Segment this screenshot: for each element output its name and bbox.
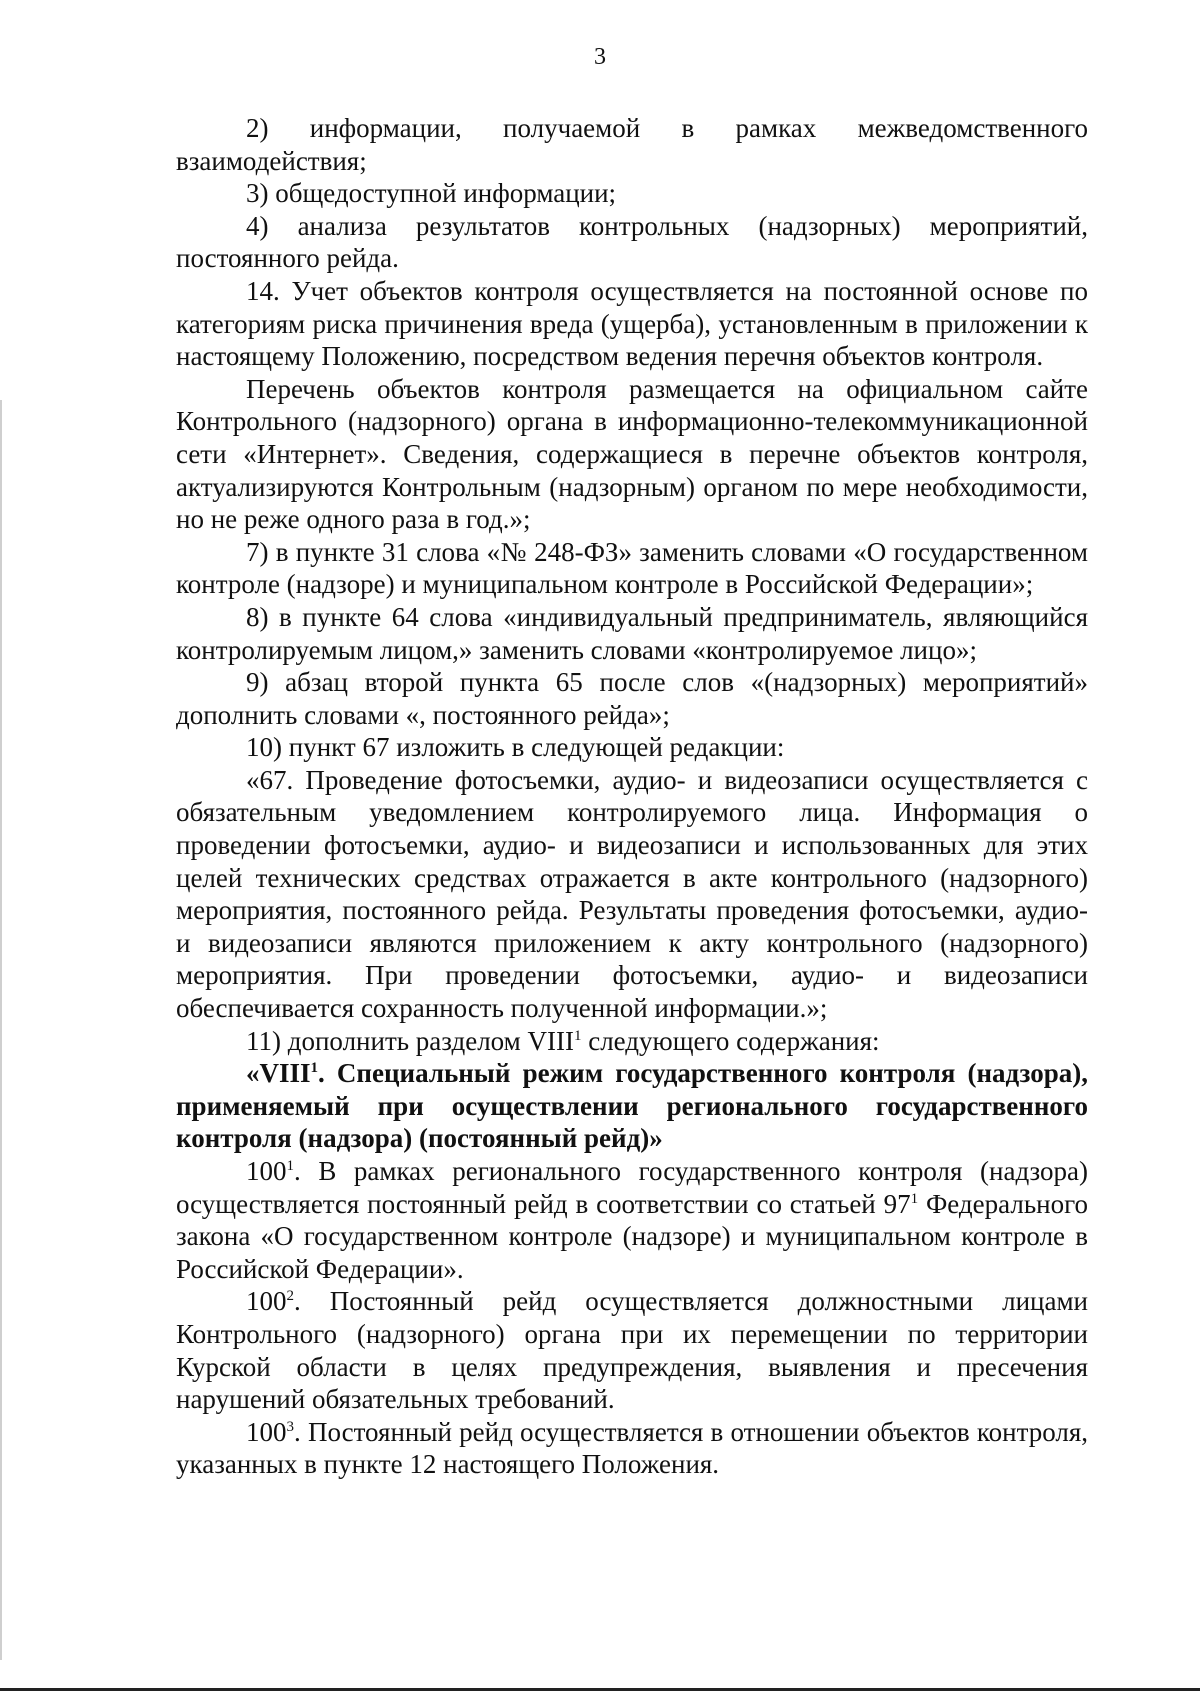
- paragraph-item-2: 2) информации, получаемой в рамках межведомственного взаимодействия;: [176, 113, 1088, 176]
- paragraph-item-4: 4) анализа результатов контрольных (надзорных) мероприятий, постоянного рейда.: [176, 210, 1088, 274]
- section-heading: «VIII$^1$. Специальный режим государственного контроля (надзора), применяемый при осуществлении регионального государственного контроля (надзора) (постоянный рейд)»: [176, 1058, 1088, 1154]
- page-bottom-rule: [0, 1688, 1200, 1691]
- paragraph-list-publication: Перечень объектов контроля размещается на официальном сайте Контрольного (надзорного) органа в информационно-телекоммуникационной сети «Интернет». Сведения, содержащиеся в перечне объектов контроля, актуализируются Контрольным (надзорным) органом по мере необходимости, но не реже одного раза в год.»;: [176, 373, 1088, 535]
- scan-edge-line: [0, 400, 2, 1660]
- page-number: 3: [594, 44, 606, 70]
- paragraph-item-8: 8) в пункте 64 слова «индивидуальный предприниматель, являющийся контролируемым лицом,» заменить словами «контролируемое лицо»;: [176, 601, 1088, 665]
- paragraph-67: «67. Проведение фотосъемки, аудио- и видеозаписи осуществляется с обязательным уведомлением контролируемого лица. Информация о проведении фотосъемки, аудио- и видеозаписи и использованных для этих целей технических средствах отражается в акте контрольного (надзорного) мероприятия, постоянного рейда. Результаты проведения фотосъемки, аудио- и видеозаписи являются приложением к акту контрольного (надзорного) мероприятия. При проведении фотосъемки, аудио- и видеозаписи обеспечивается сохранность полученной информации.»;: [176, 764, 1088, 1024]
- paragraph-item-3: 3) общедоступной информации;: [246, 178, 617, 209]
- paragraph-14: 14. Учет объектов контроля осуществляется на постоянной основе по категориям риска причинения вреда (ущерба), установленным в приложении к настоящему Положению, посредством ведения перечня объектов контроля.: [176, 275, 1088, 372]
- document-body: [176, 112, 1088, 1481]
- paragraph-100-3: $100^3$. Постоянный рейд осуществляется в отношении объектов контроля, указанных в пункте 12 настоящего Положения.: [176, 1416, 1088, 1480]
- paragraph-100-2: $100^2$. Постоянный рейд осуществляется должностными лицами Контрольного (надзорного) органа при их перемещении по территории Курской области в целях предупреждения, выявления и пресечения нарушений обязательных требований.: [176, 1286, 1088, 1415]
- paragraph-item-10: 10) пункт 67 изложить в следующей редакции:: [246, 732, 785, 763]
- paragraph-100-1: $100^1$. В рамках регионального государственного контроля (надзора) осуществляется постоянный рейд в соответствии со статьей $97^1$ Федерального закона «О государственном контроле (надзоре) и муниципальном контроле в Российской Федерации».: [176, 1156, 1088, 1284]
- paragraph-item-7: 7) в пункте 31 слова «№ 248-ФЗ» заменить словами «О государственном контроле (надзоре) и муниципальном контроле в Российской Федерации»;: [176, 536, 1088, 600]
- paragraph-item-9: 9) абзац второй пункта 65 после слов «(надзорных) мероприятий» дополнить словами «, постоянного рейда»;: [176, 667, 1088, 730]
- paragraph-item-11: 11) дополнить разделом VIII$^1$ следующего содержания:: [246, 1025, 880, 1056]
